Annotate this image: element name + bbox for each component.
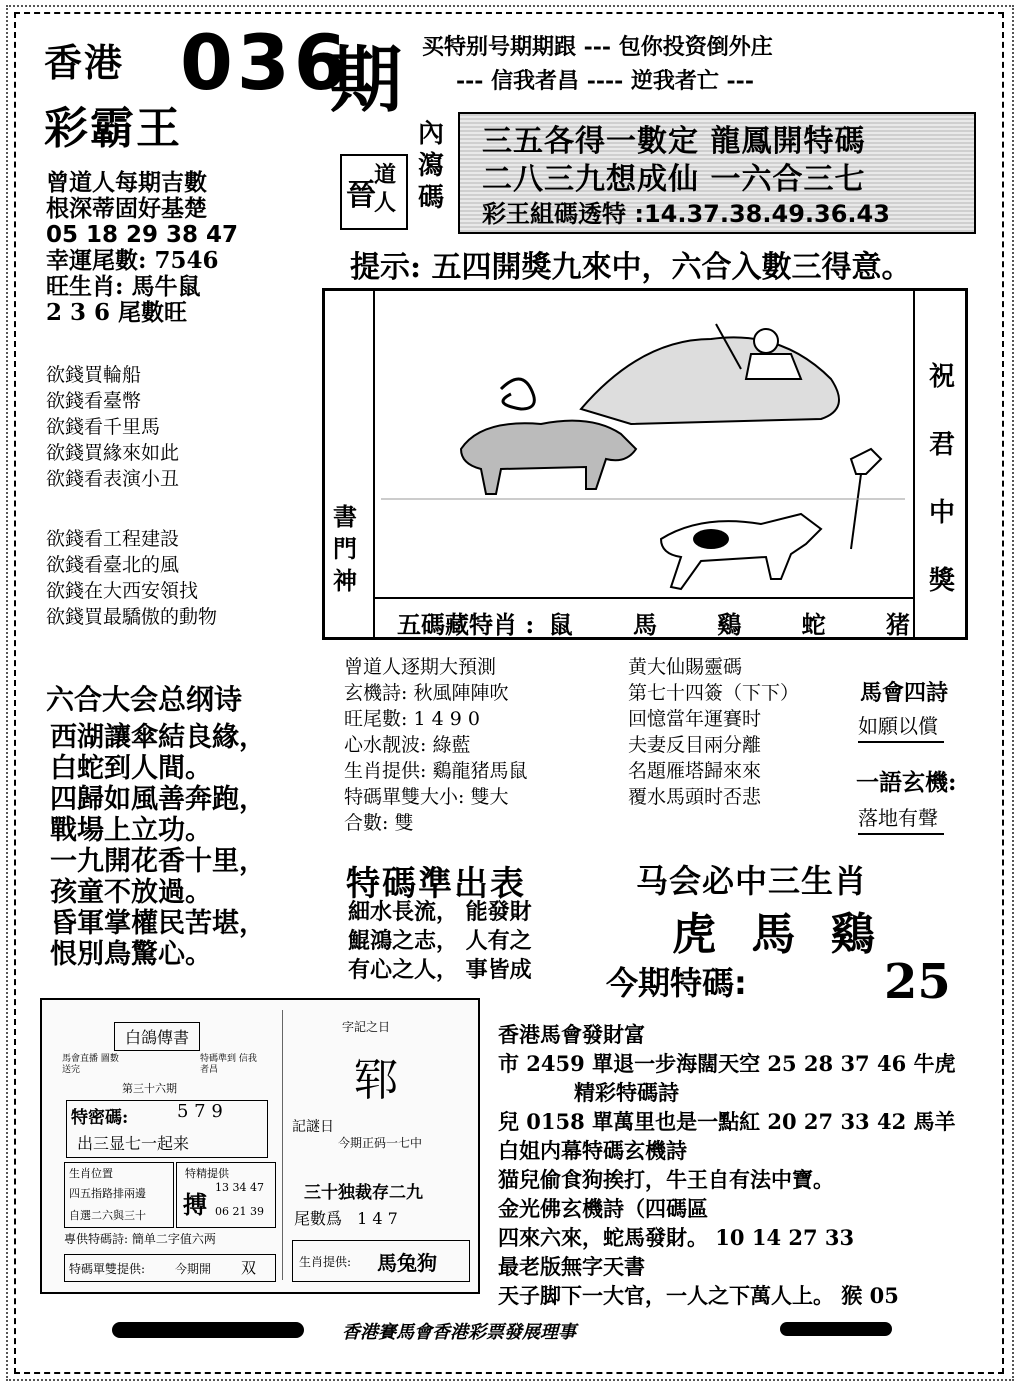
footer-bar-left <box>112 1322 304 1338</box>
fairy-line: 黄大仙賜靈碼 <box>628 656 743 678</box>
picture-caption-rule <box>375 597 913 599</box>
insider-box <box>458 112 976 234</box>
bottom-right-line: 四來六來，蛇馬發財。 10 14 27 33 <box>498 1225 855 1250</box>
poem-line: 一九開花香十里， <box>50 846 266 877</box>
poem-line: 孩童不放過。 <box>50 877 212 908</box>
picture-left-label: 書門神 <box>333 502 357 595</box>
seal-stamp <box>340 154 408 230</box>
illustration-svg <box>381 299 905 605</box>
seal-char-3: 晉 <box>346 178 376 213</box>
book-code-label: 特密碼: <box>71 1108 129 1128</box>
bottom-right-line: 猫兒偷食狗挨打，牛王自有法中寶。 <box>498 1167 834 1192</box>
picture-frame <box>322 288 968 640</box>
goat-spot <box>693 529 729 549</box>
poem-block <box>50 722 266 970</box>
tema-title: 特碼準出表 <box>346 864 526 904</box>
seal-char-1: 道 <box>374 162 397 188</box>
insider-line-1: 三五各得一數定 龍鳳開特碼 <box>482 124 866 159</box>
sage-body <box>746 354 801 379</box>
prediction-line: 玄機詩: 秋風陣陣吹 <box>344 682 509 704</box>
picture-right-label: 祝君中獎 <box>929 362 956 596</box>
book-single-issue: 今期開 <box>175 1262 212 1276</box>
book-line1: 出三显七一起来 <box>77 1134 190 1153</box>
book-tail-value: 1 4 7 <box>357 1209 398 1228</box>
money-verse-2-line: 欲錢買最驕傲的動物 <box>46 606 218 628</box>
bottom-right-line: 精彩特碼詩 <box>574 1080 679 1105</box>
prediction-line: 特碼單雙大小: 雙大 <box>344 786 509 808</box>
picture-left-rule <box>373 291 375 637</box>
fairy-line: 回憶當年運賽时 <box>628 708 762 730</box>
picture-caption-item: 蛇 <box>801 610 826 639</box>
poem-line: 西湖讓傘結良緣， <box>50 722 266 753</box>
three-zodiac-animals: 虎 馬 鷄 <box>672 909 885 960</box>
book-day-title: 字記之日 <box>342 1020 391 1034</box>
one-word-answer: 落地有聲 <box>858 802 944 835</box>
poem-line: 戰場上立功。 <box>50 815 212 846</box>
left-top-line-6: 2 3 6 尾數旺 <box>46 299 188 326</box>
insider-line-3: 彩王組碼透特 :14.37.38.49.36.43 <box>482 200 890 228</box>
book-remember: 記謎日 <box>292 1119 334 1135</box>
picture-caption-item: 馬 <box>632 610 657 639</box>
seal-char-2: 人 <box>374 190 397 216</box>
book-tail-title: 三十独裁存二九 <box>304 1183 423 1203</box>
left-top-block <box>46 170 238 326</box>
hint-line: 提示: 五四開獎九來中，六合入數三得意。 <box>350 250 912 285</box>
region-title: 香港 <box>44 41 125 85</box>
picture-illustration <box>381 299 905 605</box>
book-code-value: 5 7 9 <box>177 1101 223 1122</box>
money-verse-2 <box>46 526 217 630</box>
book-side-left: 馬會直播 圖數送完 <box>62 1054 119 1075</box>
book-side-right: 特碼準到 信我者昌 <box>200 1054 257 1075</box>
money-verse-1-line: 欲錢看表演小丑 <box>46 468 180 490</box>
bottom-right-line: 金光佛玄機詩（四碼區 <box>498 1196 708 1221</box>
fairy-line: 第七十四簽（下下） <box>628 682 800 704</box>
footer-text: 香港賽馬會香港彩票發展理事 <box>342 1322 576 1343</box>
poem-line: 恨別鳥驚心。 <box>50 939 212 970</box>
goat-icon <box>661 514 821 589</box>
book-pos-line1: 四五指路排兩邊 <box>69 1187 146 1200</box>
motto: --- 信我者昌 ---- 逆我者亡 --- <box>456 68 754 94</box>
money-verse-2-line: 欲錢在大西安領找 <box>46 580 199 602</box>
money-verse-1-line: 欲錢買輪船 <box>46 364 142 386</box>
poem-line: 白蛇到人間。 <box>50 753 212 784</box>
book-hot-char: 搏 <box>183 1190 207 1219</box>
three-zodiac-title: 马会必中三生肖 <box>636 862 868 900</box>
sage-head <box>754 329 778 353</box>
book-pos-line2: 自選二六與三十 <box>69 1209 146 1222</box>
picture-caption-item: 鼠 <box>548 610 573 639</box>
left-top-line-5: 旺生肖: 馬牛鼠 <box>46 273 201 300</box>
brand-title: 彩霸王 <box>44 103 182 154</box>
issue-suffix: 期 <box>330 37 403 122</box>
book-issue: 第三十六期 <box>122 1082 177 1095</box>
book-hot-nums2: 06 21 39 <box>215 1205 264 1218</box>
book-title: 白鴿傳書 <box>114 1022 200 1051</box>
book-tail-row <box>294 1206 398 1229</box>
money-verse-1-line: 欲錢買緣來如此 <box>46 442 180 464</box>
insider-label: 內瀉碼 <box>418 119 445 213</box>
money-verse-1-line: 欲錢看千里馬 <box>46 416 161 438</box>
racing-poem-answer: 如願以償 <box>858 710 944 743</box>
book-today: 今期正码一七中 <box>338 1136 423 1150</box>
slogan: 买特别号期期跟 --- 包你投资倒外庄 <box>422 34 773 60</box>
tema-line: 鯤鴻之志， 人有之 <box>348 928 532 954</box>
money-verse-1-line: 欲錢看臺幣 <box>46 390 142 412</box>
prediction-block <box>344 654 527 836</box>
book-pos-box <box>64 1162 174 1228</box>
poem-title: 六合大会总纲诗 <box>46 683 243 716</box>
book-hot-nums1: 13 34 47 <box>215 1181 264 1194</box>
one-word-title: 一語玄機: <box>856 769 957 796</box>
book-single-box <box>64 1254 276 1282</box>
book-tail-label: 尾數爲 <box>294 1209 343 1228</box>
prediction-line: 心水靓波: 綠藍 <box>344 734 471 756</box>
boar-icon <box>461 421 636 494</box>
prediction-line: 合數: 雙 <box>344 812 414 834</box>
book-hot-box <box>176 1162 276 1228</box>
tema-line: 細水長流， 能發財 <box>348 899 532 925</box>
picture-right-rule <box>913 291 915 637</box>
prediction-line: 曾道人逐期大預測 <box>344 656 497 678</box>
racing-poem-title: 馬會四詩 <box>860 680 949 706</box>
prediction-line: 生肖提供: 鷄龍猪馬鼠 <box>344 760 528 782</box>
poem-line: 昏軍掌權民苦堪， <box>50 908 266 939</box>
footer-bar-right <box>780 1322 892 1336</box>
book-zodiac-box <box>292 1240 470 1282</box>
fairy-block <box>628 654 799 810</box>
insider-line-2: 二八三九想成仙 一六合三七 <box>482 162 866 197</box>
bottom-right-line: 兒 0158 單萬里也是一點紅 20 27 33 42 馬羊 <box>498 1109 956 1134</box>
tema-block <box>348 898 532 985</box>
fairy-line: 覆水馬頭时否悲 <box>628 786 762 808</box>
money-verse-2-line: 欲錢看工程建設 <box>46 528 180 550</box>
book-divider <box>282 1010 283 1280</box>
bird-icon <box>851 449 881 474</box>
picture-caption <box>397 605 910 640</box>
bottom-right-line: 天子脚下一大官，一人之下萬人上。 猴 05 <box>498 1283 899 1308</box>
picture-caption-item: 鷄 <box>717 610 742 639</box>
snake-icon <box>501 379 534 409</box>
book-zodiac-label: 生肖提供: <box>299 1255 352 1269</box>
book-hot-title: 特精提供 <box>185 1167 229 1180</box>
money-verse-2-line: 欲錢看臺北的風 <box>46 554 180 576</box>
tema-line: 有心之人， 事皆成 <box>348 957 532 983</box>
bottom-right-block <box>498 1020 956 1310</box>
picture-caption-label: 五碼藏特肖 : <box>397 610 535 639</box>
pigeon-book-panel <box>40 998 480 1294</box>
book-zodiac-value: 馬兔狗 <box>377 1251 437 1275</box>
book-day-char: 郓 <box>354 1055 398 1106</box>
left-top-line-2: 根深蒂固好基楚 <box>46 195 207 222</box>
poem-line: 四歸如風善奔跑， <box>50 784 266 815</box>
this-issue-number: 25 <box>884 954 951 1010</box>
fairy-line: 名題雁塔歸來來 <box>628 760 762 782</box>
book-code-box <box>66 1100 268 1158</box>
book-pos-title: 生肖位置 <box>69 1167 113 1180</box>
this-issue-label: 今期特碼: <box>606 964 747 1002</box>
bottom-right-line: 香港馬會發財富 <box>498 1022 645 1047</box>
bottom-right-line: 白姐内幕特碼玄機詩 <box>498 1138 687 1163</box>
book-single-label: 特碼單雙提供: <box>69 1262 146 1276</box>
bottom-right-line: 最老版無字天書 <box>498 1254 645 1279</box>
money-verse-1 <box>46 362 179 492</box>
left-top-line-1: 曾道人每期吉數 <box>46 169 207 196</box>
left-top-line-4: 幸運尾數: 7546 <box>46 247 219 274</box>
prediction-line: 旺尾數: 1 4 9 0 <box>344 708 480 730</box>
hill-shape <box>581 337 839 424</box>
book-single-value: 双 <box>241 1259 257 1277</box>
bird-perch <box>851 474 861 549</box>
fairy-line: 夫妻反目兩分離 <box>628 734 762 756</box>
bottom-right-line: 市 2459 單退一步海闊天空 25 28 37 46 牛虎 <box>498 1051 956 1076</box>
book-special: 專供特碼詩: 簡单二字值六两 <box>64 1232 216 1246</box>
issue-number: 036 <box>180 18 351 107</box>
picture-caption-item: 猪 <box>886 610 911 639</box>
left-top-line-3: 05 18 29 38 47 <box>46 222 239 248</box>
